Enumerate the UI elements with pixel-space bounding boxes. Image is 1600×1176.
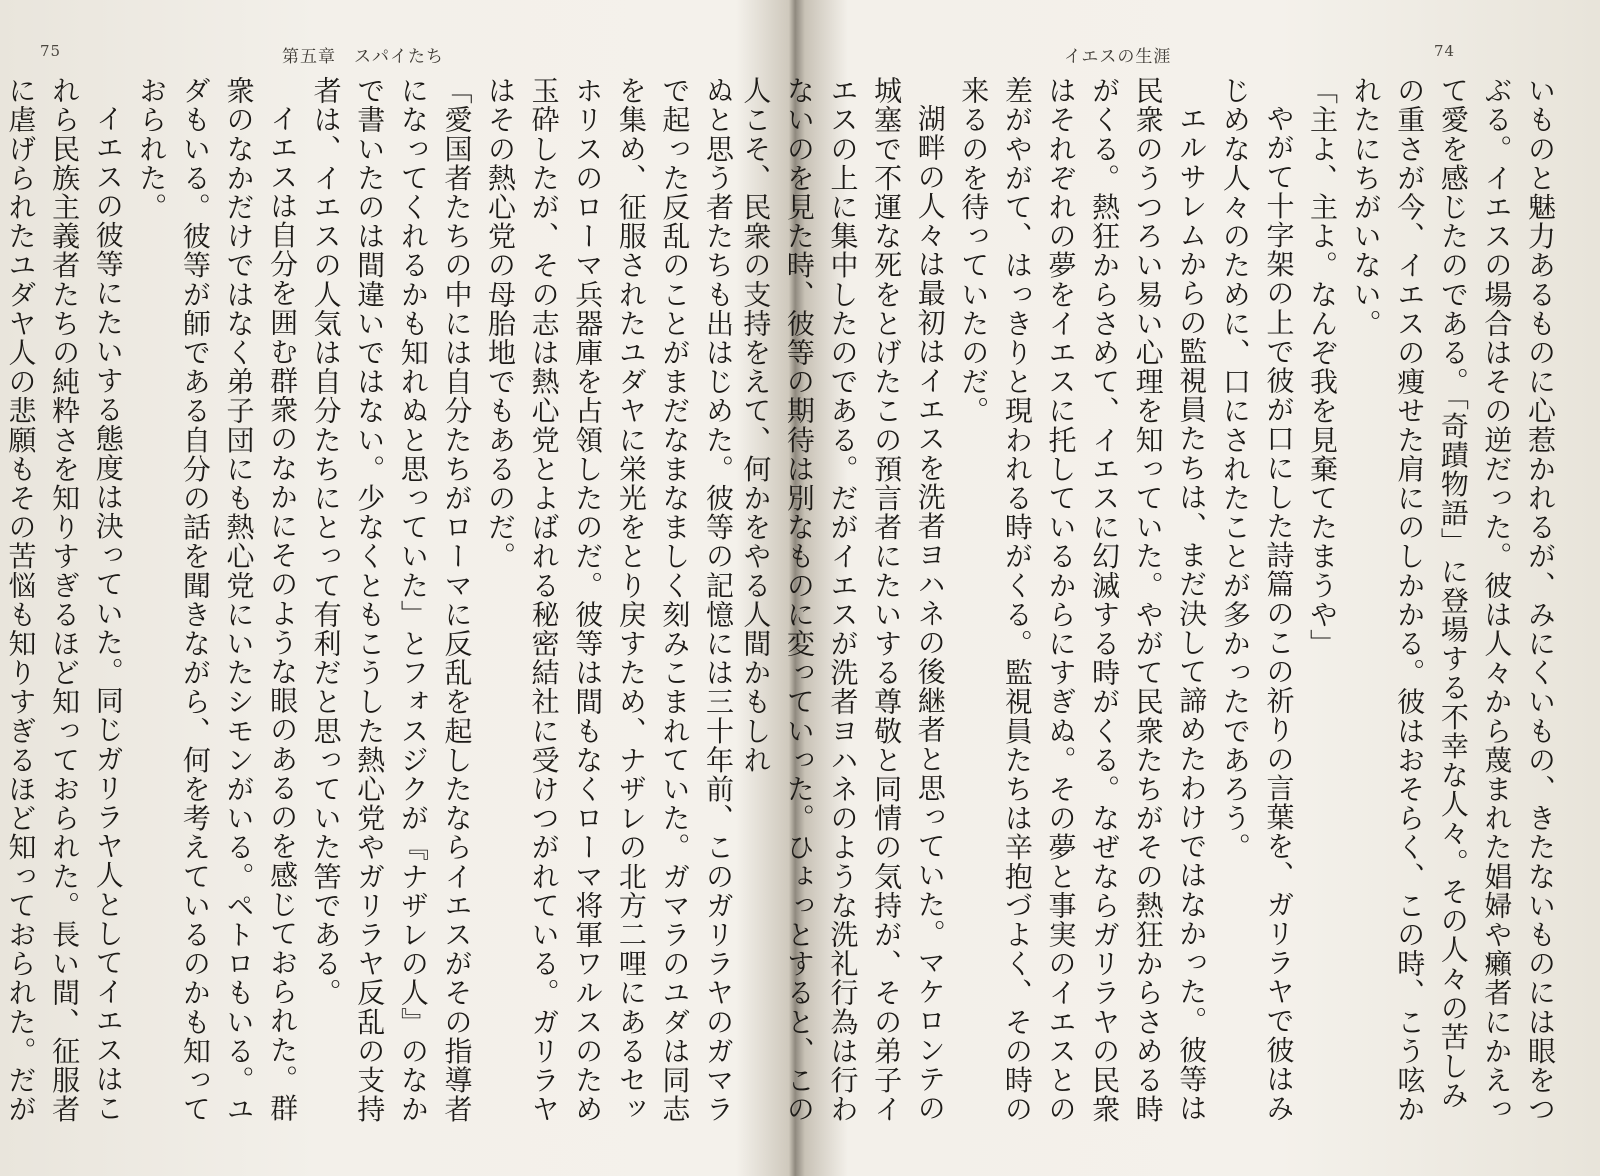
page-number: 75 <box>40 42 62 60</box>
paragraph: イエスは自分を囲む群衆のなかにそのような眼のあるのを感じておられた。群衆のなかだけではなく弟子団にも熱心党にいたシモンがいる。ペトロもいる。ユダもいる。彼等が師である自分の話を聞きながら、何を考えているのかも知っておられた。 <box>135 76 300 1124</box>
right-page <box>739 0 1600 1176</box>
paragraph: エルサレムからの監視員たちは、まだ決して諦めたわけではなかった。彼等は民衆のうつろい易い心理を知っていた。やがて民衆たちがその熱狂からさめる時がくる。熱狂からさめて、イエスに幻滅する時がくる。なぜならガリラヤの民衆はそれぞれの夢をイエスに托しているからにすぎぬ。その夢と事実のイエスとの差がやがて、はっきりと現われる時がくる。監視員たちは辛抱づよく、その時の来るのを待っていたのだ。 <box>957 76 1209 1124</box>
paragraph: 湖畔の人々は最初はイエスを洗者ヨハネの後継者と思っていた。マケロンテの城塞で不運な死をとげたこの預言者にたいする尊敬と同情の気持が、その弟子イエスの上に集中したのである。だがイエスが洗者ヨハネのような洗礼行為は行わないのを見た時、彼等の期待は別なものに変っていった。ひょっとすると、この人こそ、民衆の支持をえて、何かをやる人間かもしれ <box>739 76 947 1124</box>
paragraph: いものと魅力あるものに心惹かれるが、みにくいもの、きたないものには眼をつぶる。イエスの場合はその逆だった。彼は人々から蔑まれた娼婦や癩者にかえって愛を感じたのである。「奇蹟物語」に登場する不幸な人々。その人々の苦しみの重さが今、イエスの痩せた肩にのしかかる。彼はおそらく、この時、こう呟かれたにちがいない。 <box>1349 76 1557 1124</box>
paragraph: やがて十字架の上で彼が口にした詩篇のこの祈りの言葉を、ガリラヤで彼はみじめな人々のために、口にされたことが多かったであろう。 <box>1218 76 1296 1123</box>
running-header: イエスの生涯 <box>1064 47 1172 67</box>
body-text <box>4 76 740 1136</box>
body-text <box>739 76 1562 1136</box>
left-page <box>0 0 790 1176</box>
paragraph: 「愛国者たちの中には自分たちがローマに反乱を起したならイエスがその指導者になってくれるかも知れぬと思っていた」とフォスジクが『ナザレの人』のなかで書いたのは間違いではない。少なくともこうした熱心党やガリラヤ反乱の支持者は、イエスの人気は自分たちにとって有利だと思っていた筈である。 <box>309 76 474 1124</box>
paragraph: ぬと思う者たちも出はじめた。彼等の記憶には三十年前、このガリラヤのガマラで起った反乱のことがまだなまなましく刻みこまれていた。ガマラのユダは同志を集め、征服されたユダヤに栄光をとり戻すため、ナザレの北方二哩にあるセッホリスのローマ兵器庫を占領したのだ。彼等は間もなくローマ将軍ワルスのため玉砕したが、その志は熱心党とよばれる秘密結社に受けつがれている。ガリラヤはその熱心党の母胎地でもあるのだ。 <box>484 76 735 1124</box>
page-number: 74 <box>1434 42 1456 60</box>
paragraph: イエスの彼等にたいする態度は決っていた。同じガリラヤ人としてイエスはこれら民族主義者たちの純粋さを知りすぎるほど知っておられた。長い間、征服者に虐げられたユダヤ人の悲願もその苦悩も知りすぎるほど知っておられた。だが <box>4 76 125 1124</box>
paragraph: 「主よ、主よ。なんぞ我を見棄てたまうや」 <box>1306 76 1340 658</box>
running-header: 第五章 スパイたち <box>282 47 444 67</box>
